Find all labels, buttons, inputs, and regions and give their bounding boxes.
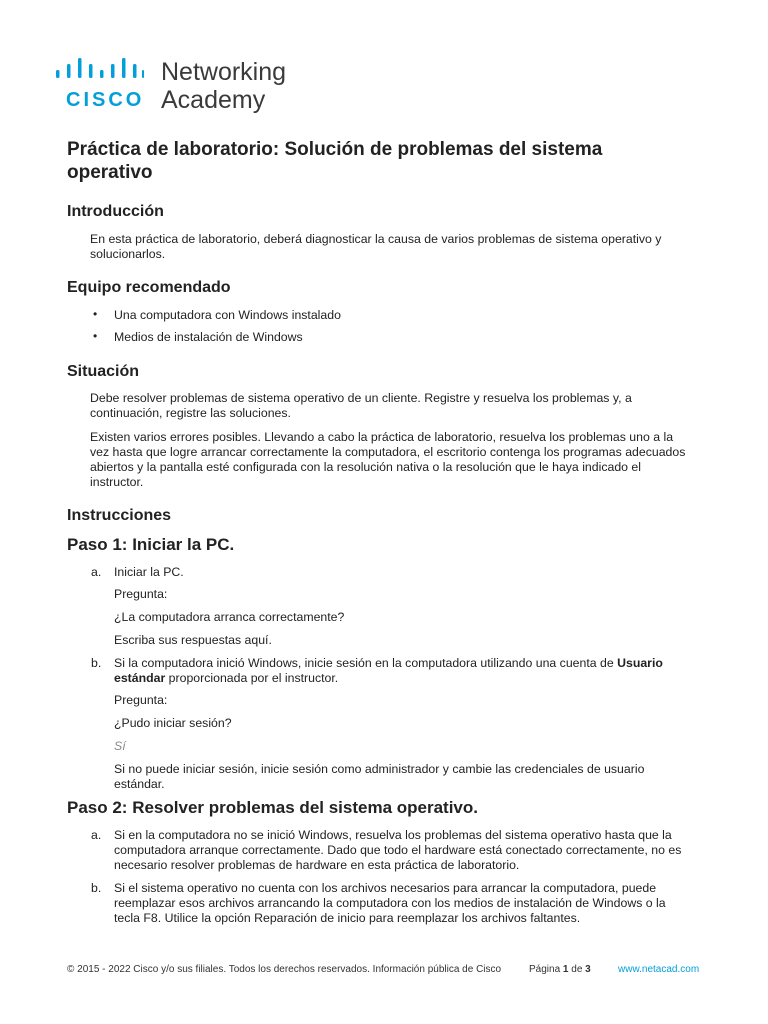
step2-a-text: Si en la computadora no se inició Windows, resuelva los problemas del sistema operativo hasta que la computadora arranque correctamente. Dado que todo el hardware está conectado correctamente, no es necesario resolver problemas de hardware en esta práctica de laboratorio. bbox=[114, 828, 682, 872]
step1-a-text: Iniciar la PC. bbox=[114, 565, 184, 579]
intro-text: En esta práctica de laboratorio, deberá diagnosticar la causa de varios problemas de sistema operativo y solucionarlos. bbox=[90, 232, 662, 261]
equipment-heading: Equipo recomendado bbox=[67, 279, 231, 296]
footer-page-current: 1 bbox=[562, 964, 569, 975]
step2-heading: Paso 2: Resolver problemas del sistema operativo. bbox=[67, 798, 478, 817]
footer-page-of: de bbox=[568, 964, 586, 975]
step1-a-question-label: Pregunta: bbox=[114, 587, 168, 601]
step1-b-question: ¿Pudo iniciar sesión? bbox=[114, 716, 232, 730]
step1-b-text bbox=[114, 656, 694, 686]
situation-heading: Situación bbox=[67, 363, 140, 380]
step1-heading: Paso 1: Iniciar la PC. bbox=[67, 535, 235, 554]
step1-b-label: b. bbox=[91, 656, 102, 670]
situation-paragraph-1: Debe resolver problemas de sistema operativo de un cliente. Registre y resuelva los problemas y, a continuación, registre las soluciones. bbox=[90, 391, 632, 420]
step1-b-note: Si no puede iniciar sesión, inicie sesión como administrador y cambie las credenciales de usuario estándar. bbox=[114, 762, 645, 791]
equipment-item: Medios de instalación de Windows bbox=[114, 330, 303, 344]
footer-link[interactable]: www.netacad.com bbox=[618, 964, 700, 975]
cisco-wordmark: CISCO bbox=[66, 89, 145, 111]
logo-academy-text: Academy bbox=[161, 86, 266, 114]
situation-paragraph-2: Existen varios errores posibles. Llevando a cabo la práctica de laboratorio, resuelva los problemas uno a la vez hasta que logre arrancar correctamente la computadora, el escritorio contenga los programas adecuados abiertos y la pantalla esté configurada con la resolución nativa o la resolución que le haya indicado el instructor. bbox=[90, 430, 686, 489]
bullet-icon: • bbox=[93, 329, 98, 343]
footer-copyright: © 2015 - 2022 Cisco y/o sus filiales. Todos los derechos reservados. Información pública de Cisco bbox=[67, 964, 502, 975]
bullet-icon: • bbox=[93, 307, 98, 321]
cisco-bars-icon bbox=[54, 58, 144, 84]
equipment-item: Una computadora con Windows instalado bbox=[114, 308, 341, 322]
step1-b-text-pre: Si la computadora inició Windows, inicie sesión en la computadora utilizando una cuenta de bbox=[114, 656, 618, 670]
page-title: Práctica de laboratorio: Solución de problemas del sistema operativo bbox=[67, 139, 603, 183]
step1-a-label: a. bbox=[91, 565, 102, 579]
footer-page-number bbox=[529, 964, 591, 975]
step1-a-question: ¿La computadora arranca correctamente? bbox=[114, 610, 345, 624]
step1-a-answer: Escriba sus respuestas aquí. bbox=[114, 633, 272, 647]
intro-heading: Introducción bbox=[67, 203, 164, 220]
instructions-heading: Instrucciones bbox=[67, 507, 172, 524]
step2-b-text: Si el sistema operativo no cuenta con los archivos necesarios para arrancar la computadora, puede reemplazar esos archivos arrancando la computadora con los medios de instalación de Windows o la tecla F8. Utilice la opción Reparación de inicio para reemplazar los archivos faltantes. bbox=[114, 881, 666, 925]
logo-networking-text: Networking bbox=[161, 58, 287, 86]
step1-b-answer: Sí bbox=[114, 739, 126, 753]
step1-b-question-label: Pregunta: bbox=[114, 693, 168, 707]
step1-b-text-bold: Usuario estándar bbox=[114, 656, 663, 685]
step2-b-label: b. bbox=[91, 881, 102, 895]
footer-page-total: 3 bbox=[585, 964, 591, 975]
step1-b-text-post: proporcionada por el instructor. bbox=[165, 671, 339, 685]
footer-page-prefix: Página bbox=[529, 964, 563, 975]
cisco-networking-academy-logo bbox=[54, 58, 314, 118]
step2-a-label: a. bbox=[91, 828, 102, 842]
